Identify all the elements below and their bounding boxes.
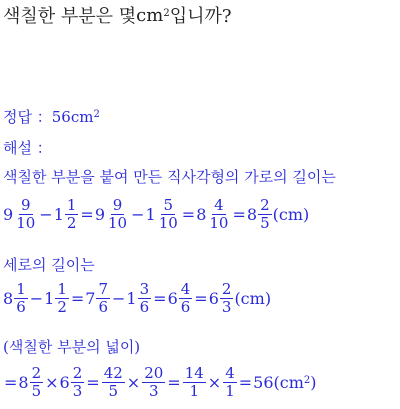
step3-result-sup: 2 [303,375,311,386]
step2-a-whole: 8 [3,289,14,308]
step1-f-whole: 8 [246,205,258,224]
step2-c-whole: 7 [85,289,96,308]
step1-op2: − [131,205,145,224]
step2-c-num: 7 [98,280,109,298]
step2-b-fraction [55,282,69,315]
step1-e-fraction [207,198,230,231]
step1-a-num: 9 [20,196,31,214]
step1-a-fraction [14,198,37,231]
step2-b-whole: 1 [44,289,55,308]
step3-b-den: 3 [72,382,83,400]
step3-result-close: ) [310,373,317,392]
step1-f-den: 5 [260,214,270,232]
answer-unit-sup: 2 [93,109,100,120]
explanation-label: 해설 ： [3,139,52,157]
step1-c-whole: 9 [94,205,106,224]
step2-f-fraction [220,282,234,315]
step1-e-whole: 8 [196,205,207,224]
step2-d-den: 6 [139,298,150,316]
question [3,2,232,28]
step1-b-whole: 1 [53,205,64,224]
step3-d-fraction [142,366,165,399]
step2-eq1: = [70,289,85,308]
step3-d-num: 20 [144,364,164,382]
step1-text: 색칠한 부분을 붙여 만든 직사각형의 가로의 길이는 [3,168,336,186]
step3-text: (색칠한 부분의 넓이) [3,338,141,356]
step2-a-num: 1 [16,280,26,298]
step2-d-fraction [138,282,152,315]
step2-b-num: 1 [57,280,67,298]
step2-d-num: 3 [139,280,150,298]
step3-result: 56(cm [253,373,304,392]
step3-b-fraction [71,366,85,399]
step3-c-fraction [102,366,125,399]
step3-b-num: 2 [72,364,83,382]
question-text: 색칠한 부분은 몇 [3,6,137,27]
step2-e-den: 6 [180,298,191,316]
step3-equation [3,366,317,399]
step3-f-fraction [223,366,237,399]
step1-d-fraction [157,198,180,231]
step1-op1: − [39,205,53,224]
step3-times3: × [207,373,222,392]
step1-b-fraction [65,198,79,231]
step3-times1: × [45,373,59,392]
step3-c-den: 5 [108,382,118,400]
step1-e-den: 10 [209,214,229,232]
answer-label: 정답 ： [3,108,52,126]
answer-value: 56 [51,107,71,126]
step2-f-num: 2 [221,280,232,298]
step2-c-fraction [96,282,110,315]
step1-d-num: 5 [163,196,174,214]
step3-c-num: 42 [103,364,123,382]
step3-e-fraction [183,366,206,399]
step2-eq2: = [153,289,167,308]
step2-d-whole: 1 [126,289,137,308]
step3-eq3: = [238,373,253,392]
step3-d-den: 3 [148,382,159,400]
step1-e-num: 4 [214,196,224,214]
question-tail: 입니까? [169,6,232,27]
answer-unit: cm [70,107,94,126]
step2-unit: (cm) [234,289,272,308]
question-unit: cm [136,4,164,26]
step2-eq3: = [194,289,208,308]
step1-f-num: 2 [260,196,270,214]
answer-line [3,106,100,127]
step1-unit: (cm) [272,205,310,224]
step3-eq0: = [4,373,18,392]
step1-eq3: = [232,205,246,224]
step3-b-whole: 6 [59,373,70,392]
step2-e-whole: 6 [167,289,178,308]
step3-a-num: 2 [31,364,42,382]
step1-equation [3,198,309,231]
step2-equation [3,282,271,315]
step2-f-den: 3 [221,298,232,316]
step1-c-fraction [106,198,129,231]
step2-a-den: 6 [16,298,26,316]
step1-a-whole: 9 [3,205,14,224]
step3-eq1: = [86,373,100,392]
step1-eq2: = [181,205,196,224]
step2-op2: − [112,289,126,308]
question-unit-sup: 2 [163,7,170,19]
step3-e-den: 1 [189,382,199,400]
step3-eq2: = [167,373,181,392]
step2-e-num: 4 [180,280,191,298]
step1-eq1: = [80,205,94,224]
step3-f-num: 4 [225,364,235,382]
step3-a-whole: 8 [18,373,29,392]
step3-a-den: 5 [31,382,42,400]
step2-f-whole: 6 [208,289,219,308]
step2-c-den: 6 [98,298,109,316]
step1-f-fraction [258,198,272,231]
step3-e-num: 14 [184,364,204,382]
step1-c-num: 9 [112,196,123,214]
step3-f-den: 1 [225,382,235,400]
step1-c-den: 10 [108,214,128,232]
step1-d-whole: 1 [145,205,156,224]
step2-text: 세로의 길이는 [3,256,95,274]
step1-a-den: 10 [16,214,36,232]
step1-b-den: 2 [66,214,77,232]
step2-b-den: 2 [57,298,67,316]
step1-d-den: 10 [158,214,178,232]
step1-b-num: 1 [66,196,77,214]
step2-op1: − [29,289,44,308]
step2-e-fraction [179,282,193,315]
step3-times2: × [126,373,141,392]
step3-a-fraction [30,366,44,399]
step2-a-fraction [14,282,28,315]
